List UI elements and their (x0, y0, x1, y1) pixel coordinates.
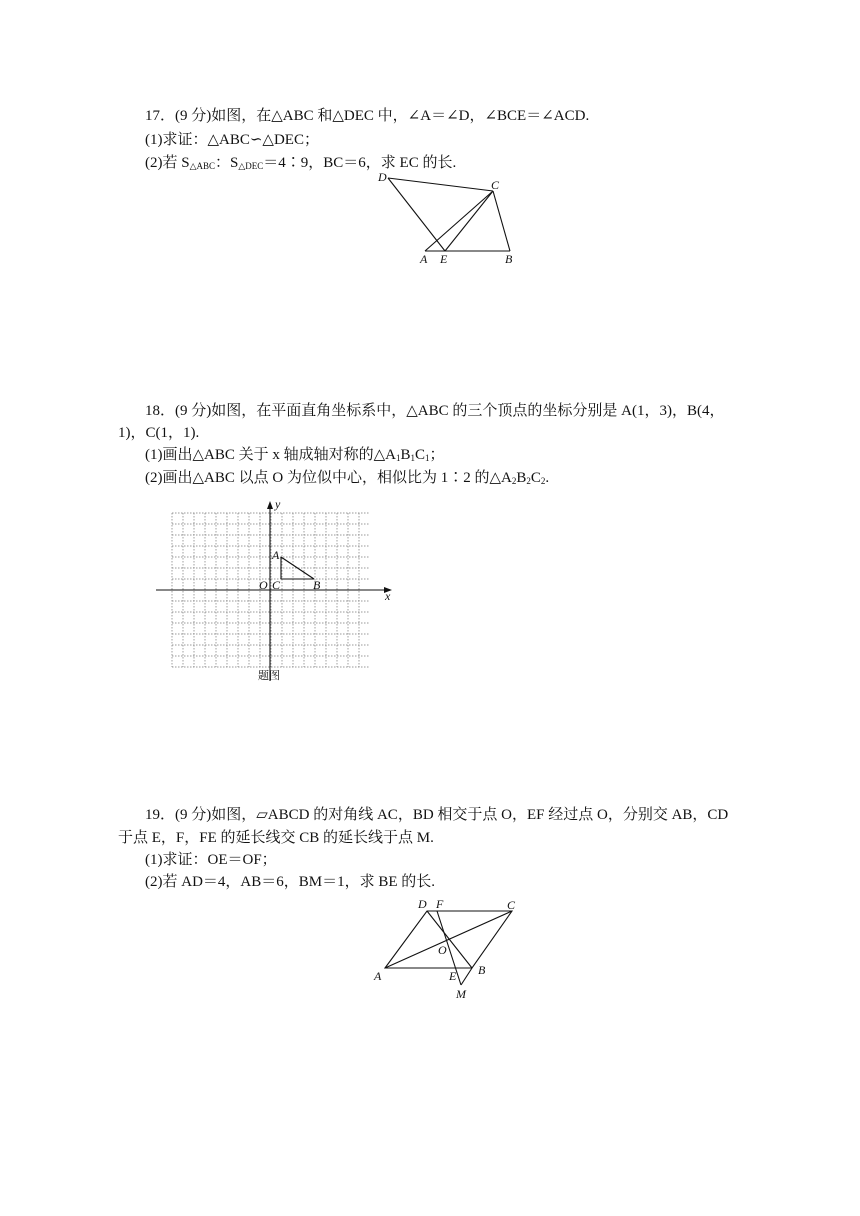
problem-19-part2: (2)若 AD＝4，AB＝6，BM＝1，求 BE 的长. (145, 874, 436, 890)
label-E: E (449, 969, 457, 983)
problem-number: 17 (145, 108, 160, 124)
label-D: D (418, 897, 427, 911)
problem-17-intro: 17．(9 分)如图，在△ABC 和△DEC 中，∠A＝∠D，∠BCE＝∠ACD. (145, 108, 590, 124)
label-A: A (374, 969, 382, 983)
label-x: x (385, 589, 391, 603)
problem-number: 18 (145, 403, 160, 419)
label-y: y (275, 497, 281, 511)
problem-18-part2: (2)画出△ABC 以点 O 为位似中心，相似比为 1∶2 的$\triangle A_2B_2C_2$. (145, 470, 550, 486)
label-B: B (313, 578, 321, 592)
label-C: C (507, 898, 516, 912)
problem-19-intro-line2: 于点 E，F，FE 的延长线交 CB 的延长线于点 M. (118, 830, 434, 846)
problem-points: (9 分) (175, 403, 212, 419)
label-E: E (440, 252, 448, 266)
problem-19-intro: 19．(9 分)如图，▱ABCD 的对角线 AC，BD 相交于点 O，EF 经过点 O，分别交 AB，CD (145, 807, 729, 823)
label-D: D (378, 170, 387, 184)
problem-points: (9 分) (175, 108, 212, 124)
problem-18-part1: (1)画出△ABC 关于 x 轴成轴对称的$\triangle A_1B_1C_1$； (145, 447, 445, 463)
problem-intro: 如图，在平面直角坐标系中，△ABC 的三个顶点的坐标分别是 A(1，3)，B(4， (211, 403, 725, 419)
label-A: A (420, 252, 428, 266)
label-O: O (438, 943, 447, 957)
problem-18-intro: 18．(9 分)如图，在平面直角坐标系中，△ABC 的三个顶点的坐标分别是 A(1，3)，B(4， (145, 403, 725, 419)
label-B: B (505, 252, 513, 266)
label-O: O (259, 578, 268, 592)
label-B: B (478, 963, 486, 977)
problem-17-part2: (2)若 $S_{\triangle ABC}$：$S_{\triangle DEC}=4∶9$，BC＝6，求 EC 的长. (145, 155, 457, 171)
label-C: C (491, 178, 500, 192)
problem-17-part1: (1)求证：△ABC∽△DEC； (145, 132, 319, 148)
label-F: F (436, 897, 444, 911)
problem-intro: 如图，在△ABC 和△DEC 中，∠A＝∠D，∠BCE＝∠ACD. (211, 108, 590, 124)
label-C: C (272, 578, 281, 592)
problem-intro: 如图，▱ABCD 的对角线 AC，BD 相交于点 O，EF 经过点 O，分别交 AB，CD (211, 807, 729, 823)
figure-caption: 题图 (258, 670, 280, 682)
label-M: M (456, 987, 466, 1001)
label-A: A (272, 548, 280, 562)
problem-18-intro-line2: 1)，C(1，1). (118, 425, 200, 441)
problem-19-part1: (1)求证：OE＝OF； (145, 852, 277, 868)
problem-number: 19 (145, 807, 160, 823)
problem-points: (9 分) (175, 807, 212, 823)
